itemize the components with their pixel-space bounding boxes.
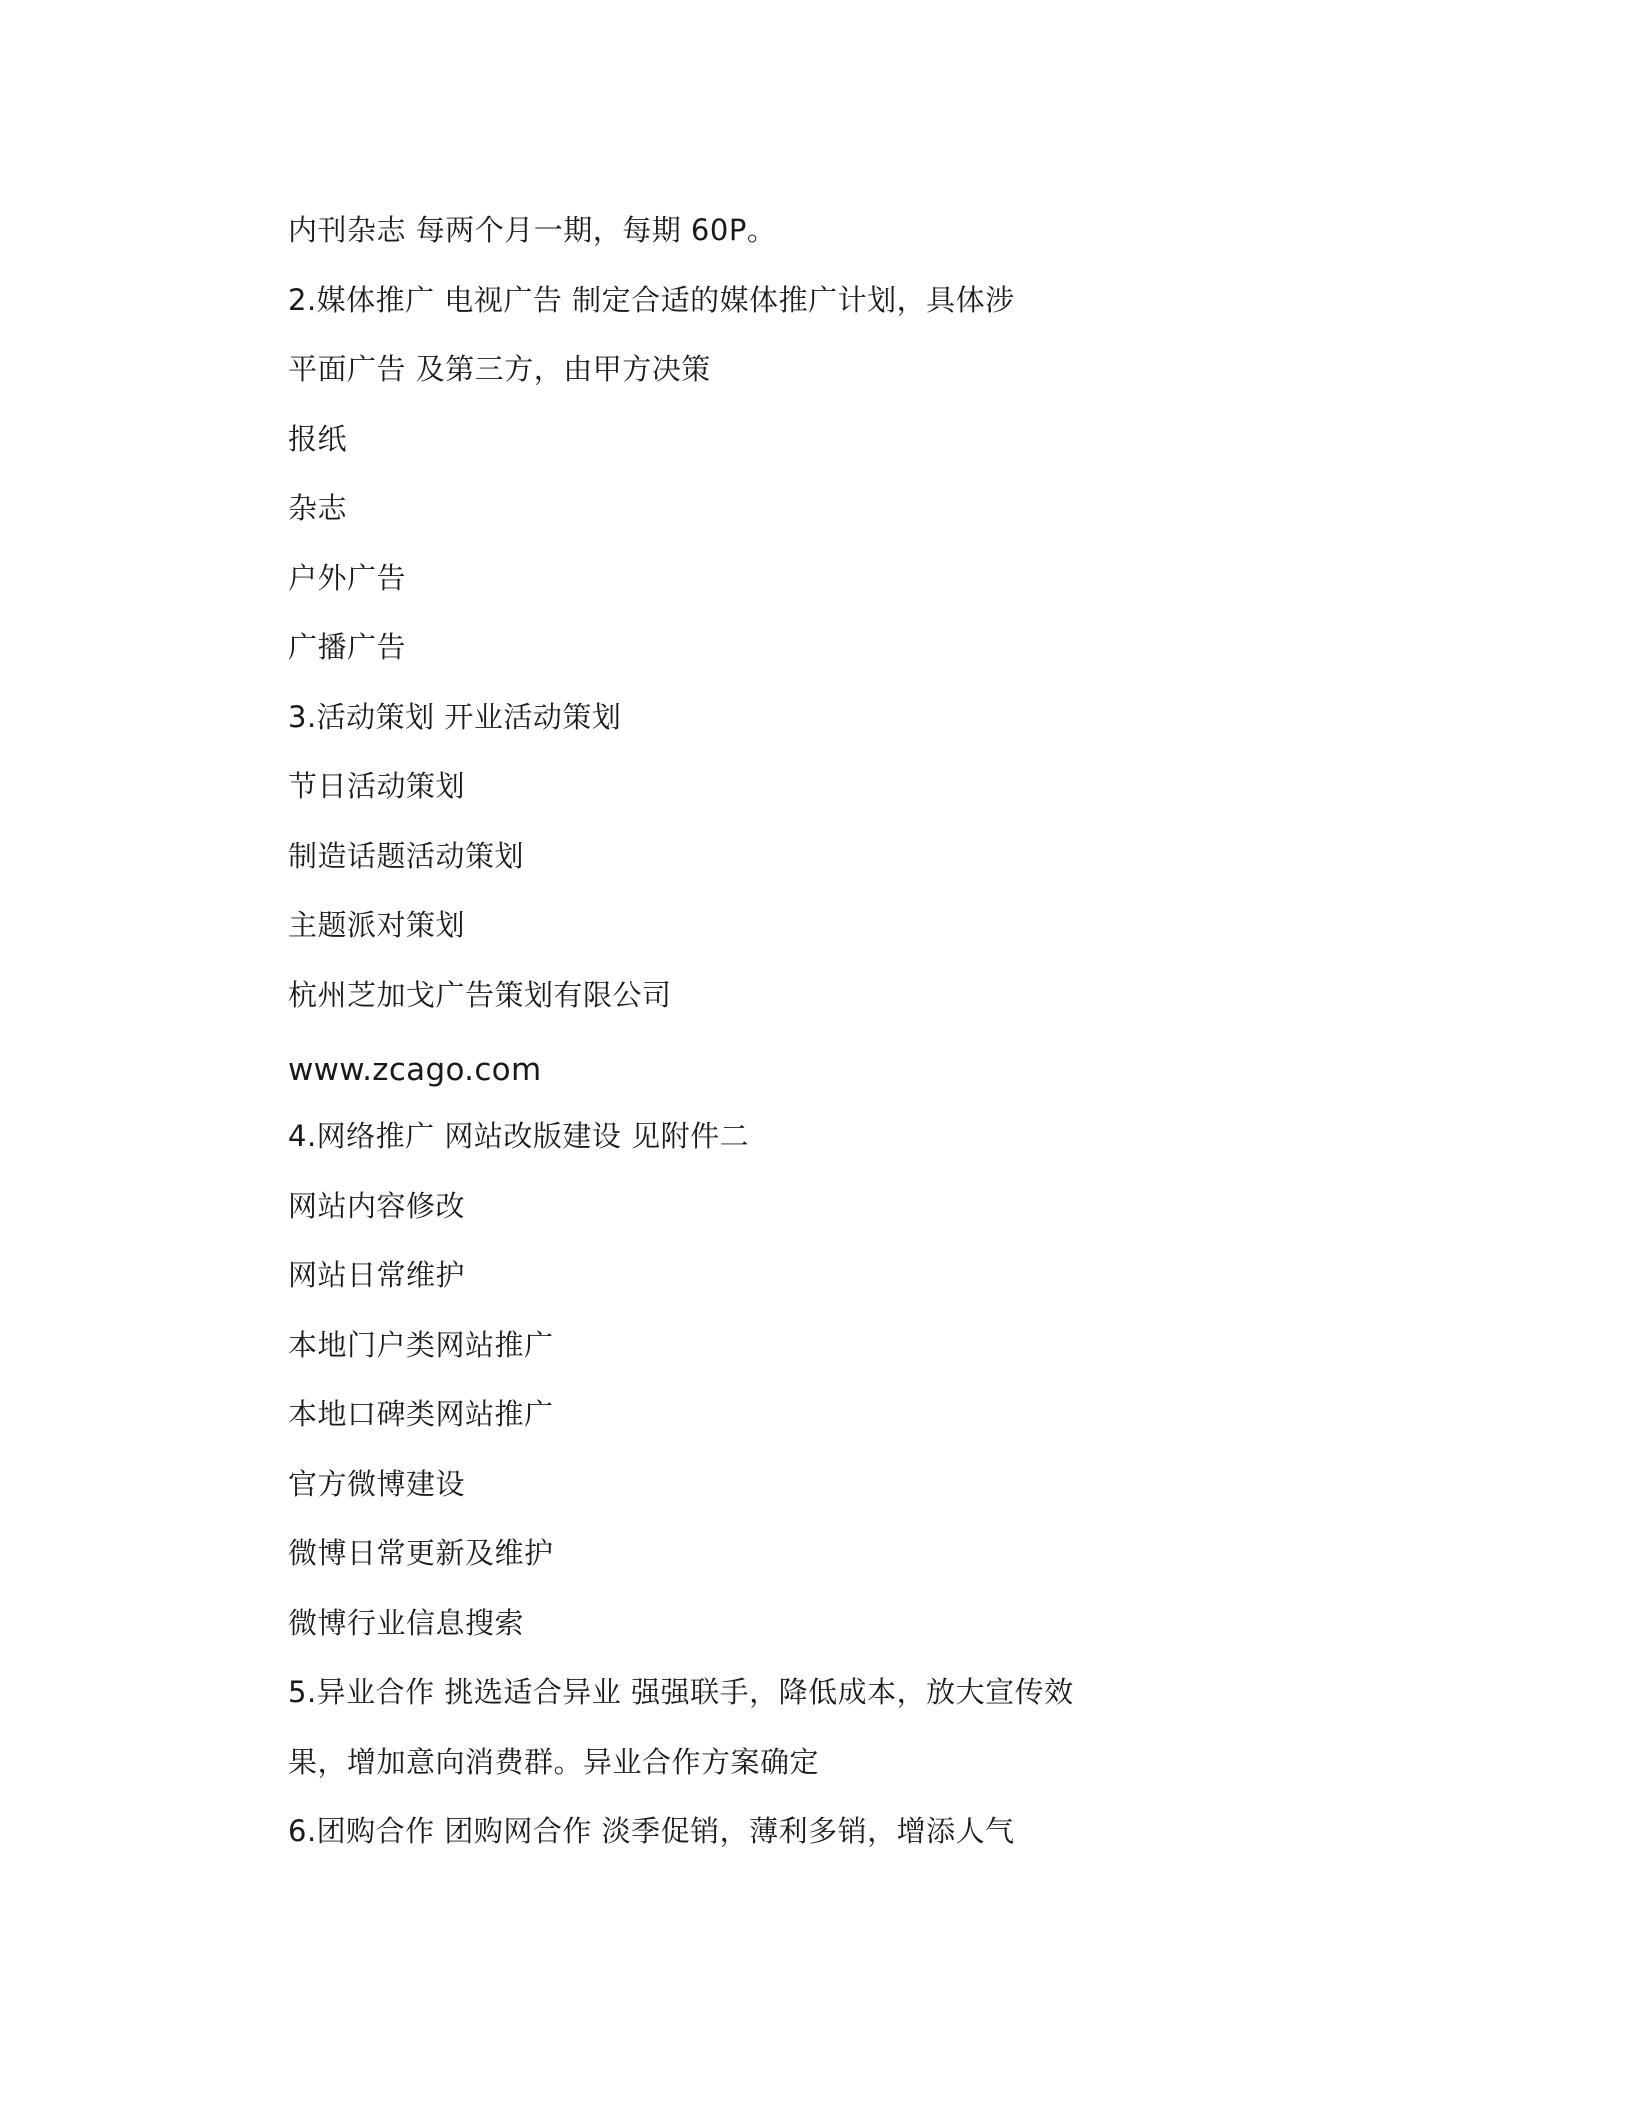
text-line: 微博日常更新及维护: [288, 1536, 554, 1570]
company-website: www.zcago.com: [288, 1052, 542, 1088]
text-line: 官方微博建设: [288, 1466, 466, 1501]
text-line: 果，增加意向消费群。异业合作方案确定: [288, 1744, 820, 1779]
text-line: 本地门户类网站推广: [288, 1327, 554, 1362]
section-heading-events: 3.活动策划 开业活动策划: [288, 699, 622, 734]
document-body: [288, 196, 1368, 1867]
text-line: 微博行业信息搜索: [288, 1605, 525, 1640]
text-line: 报纸: [288, 421, 348, 456]
text-line: 网站日常维护: [288, 1258, 466, 1292]
section-heading-media: 2.媒体推广 电视广告 制定合适的媒体推广计划，具体涉: [288, 282, 1015, 317]
text-line: 平面广告 及第三方，由甲方决策: [288, 352, 711, 386]
text-line: 节日活动策划: [288, 769, 466, 803]
section-heading-online: 4.网络推广 网站改版建设 见附件二: [288, 1119, 750, 1153]
section-heading-crossover: 5.异业合作 挑选适合异业 强强联手，降低成本，放大宣传效: [288, 1675, 1074, 1709]
company-name: 杭州芝加戈广告策划有限公司: [288, 977, 672, 1012]
text-line: 内刊杂志 每两个月一期，每期 60P。: [288, 213, 777, 247]
text-line: 户外广告: [288, 560, 407, 595]
section-heading-groupbuy: 6.团购合作 团购网合作 淡季促销，薄利多销，增添人气: [288, 1814, 1015, 1848]
text-line: 杂志: [288, 491, 348, 525]
text-line: 主题派对策划: [288, 908, 466, 942]
text-line: 本地口碑类网站推广: [288, 1397, 554, 1431]
text-line: 广播广告: [288, 630, 407, 664]
text-line: 网站内容修改: [288, 1188, 466, 1223]
text-line: 制造话题活动策划: [288, 838, 525, 873]
